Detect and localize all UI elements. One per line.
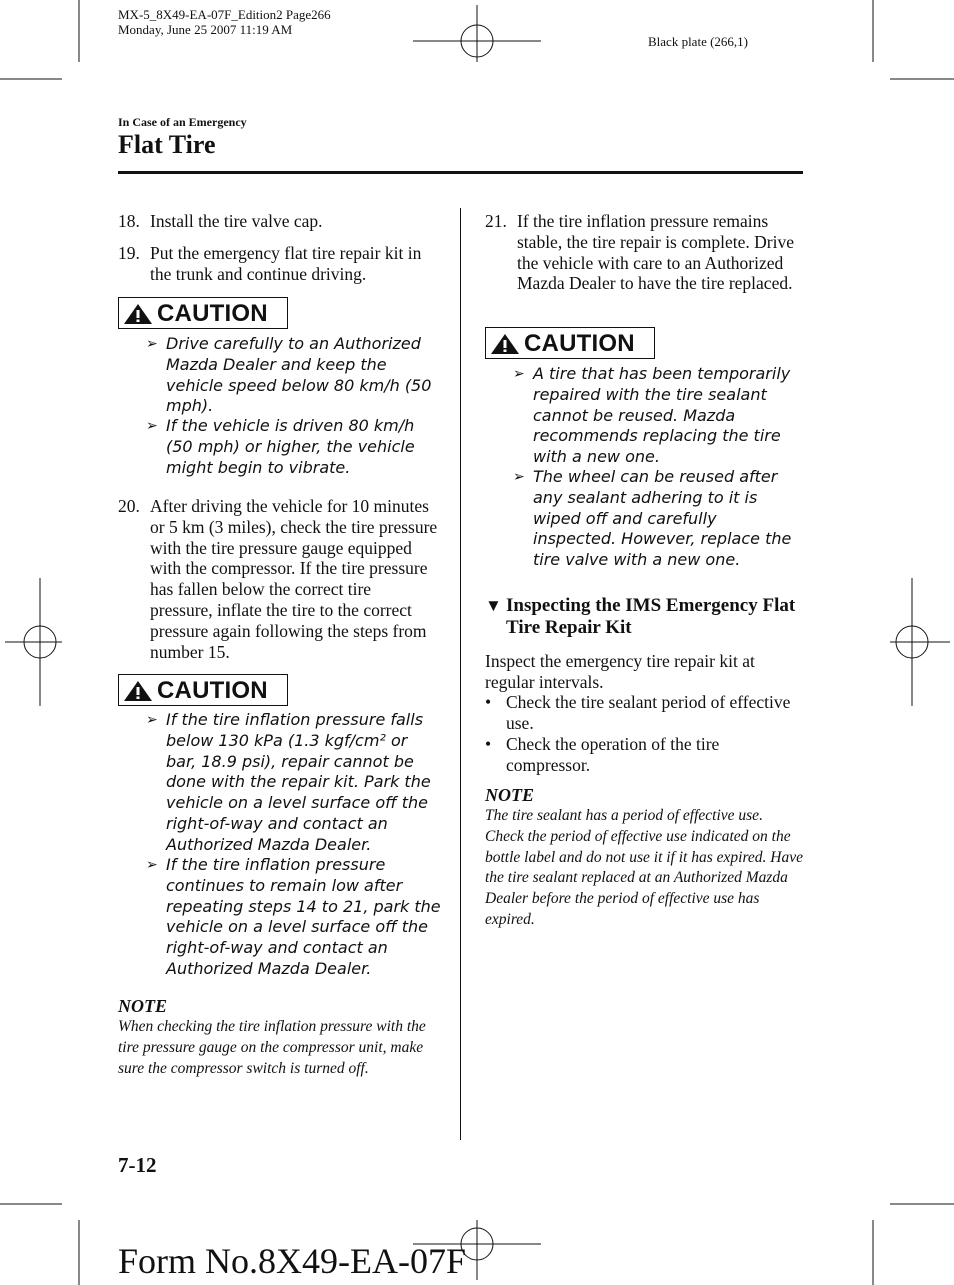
list-item xyxy=(485,692,803,734)
page-number: 7-12 xyxy=(118,1153,157,1177)
bullet-icon: • xyxy=(485,692,492,712)
file-info-line2: Monday, June 25 2007 11:19 AM xyxy=(118,22,293,37)
arrow-bullet-icon: ➢ xyxy=(146,712,158,728)
step-21 xyxy=(485,211,803,294)
step-20 xyxy=(118,496,438,662)
caution-bullet xyxy=(146,416,441,478)
note-heading: NOTE xyxy=(485,785,534,805)
step-text: If the tire inflation pressure remains stable, the tire repair is complete. Drive the vehicle with care to an Authorized Mazda Dealer to have the tire replaced. xyxy=(517,211,794,294)
list-item-text: Check the operation of the tire compressor. xyxy=(506,734,720,775)
caution-bullet xyxy=(146,855,441,980)
subsection-title: Inspecting the IMS Emergency Flat Tire Repair Kit xyxy=(506,595,796,638)
triangle-marker-icon: ▼ xyxy=(485,596,502,615)
step-18 xyxy=(118,211,438,232)
file-info-line1: MX-5_8X49-EA-07F_Edition2 Page266 xyxy=(118,7,331,22)
subsection-heading xyxy=(485,595,803,639)
arrow-bullet-icon: ➢ xyxy=(146,857,158,873)
caution-text: Drive carefully to an Authorized Mazda Dealer and keep the vehicle speed below 80 km/h (50 mph). xyxy=(166,334,432,416)
arrow-bullet-icon: ➢ xyxy=(513,366,525,382)
caution-text: The wheel can be reused after any sealant adhering to it is wiped off and carefully inspected. However, replace the tire valve with a new one. xyxy=(533,467,792,570)
title-rule xyxy=(118,171,803,174)
warning-triangle-icon xyxy=(490,333,520,355)
step-text: Put the emergency flat tire repair kit in the trunk and continue driving. xyxy=(150,243,422,284)
caution-text: A tire that has been temporarily repaired with the tire sealant cannot be reused. Mazda recommends replacing the tire with a new one. xyxy=(533,364,791,467)
crosshair-icon xyxy=(5,578,62,706)
arrow-bullet-icon: ➢ xyxy=(513,469,525,485)
plate-info: Black plate (266,1) xyxy=(648,34,748,49)
caution-bullet xyxy=(146,334,441,417)
note-text: When checking the tire inflation pressure with the tire pressure gauge on the compressor unit, make sure the compressor switch is turned off. xyxy=(118,1018,426,1077)
note-text: The tire sealant has a period of effective use. Check the period of effective use indicated on the bottle label and do not use it if it has expired. Have the tire sealant replaced at an Authorized Mazda Dealer before the period of effective use has expired. xyxy=(485,807,803,928)
intro-text: Inspect the emergency tire repair kit at regular intervals. xyxy=(485,651,755,692)
step-text: Install the tire valve cap. xyxy=(150,211,323,231)
step-number: 20. xyxy=(118,496,140,516)
step-text: After driving the vehicle for 10 minutes or 5 km (3 miles), check the tire pressure with the tire pressure gauge equipped with the compressor. If the tire pressure has fallen below the correct tire pressure, inflate the tire to the correct pressure again following the steps from number 15. xyxy=(150,496,438,662)
caution-bullet xyxy=(146,710,441,856)
crosshair-icon xyxy=(413,5,541,62)
caution-label: CAUTION xyxy=(524,330,635,357)
caution-label: CAUTION xyxy=(157,300,268,327)
bullet-icon: • xyxy=(485,734,492,754)
caution-bullet xyxy=(513,364,803,468)
list-item xyxy=(485,734,803,776)
list-item-text: Check the tire sealant period of effective use. xyxy=(506,692,791,733)
arrow-bullet-icon: ➢ xyxy=(146,418,158,434)
caution-text: If the vehicle is driven 80 km/h (50 mph) or higher, the vehicle might begin to vibrate. xyxy=(166,416,415,477)
caution-label: CAUTION xyxy=(157,677,268,704)
caution-box xyxy=(485,327,655,359)
caution-bullet xyxy=(513,467,803,571)
note-heading: NOTE xyxy=(118,996,167,1016)
step-number: 18. xyxy=(118,211,140,231)
crosshair-icon xyxy=(890,578,950,706)
form-number: Form No.8X49-EA-07F xyxy=(118,1241,466,1281)
arrow-bullet-icon: ➢ xyxy=(146,336,158,352)
section-label: In Case of an Emergency xyxy=(118,115,247,129)
warning-triangle-icon xyxy=(123,303,153,325)
warning-triangle-icon xyxy=(123,680,153,702)
step-19 xyxy=(118,243,438,285)
caution-text: If the tire inflation pressure continues to remain low after repeating steps 14 to 21, park the vehicle on a level surface off the right-of-way and contact an Authorized Mazda Dealer. xyxy=(166,855,441,978)
caution-text: If the tire inflation pressure falls below 130 kPa (1.3 kgf/cm² or bar, 18.9 psi), repair cannot be done with the repair kit. Park the vehicle on a level surface off the right-of-way and contact an Authorized Mazda Dealer. xyxy=(166,710,431,854)
step-number: 19. xyxy=(118,243,140,263)
page-title: Flat Tire xyxy=(118,130,216,159)
step-number: 21. xyxy=(485,211,507,231)
column-divider xyxy=(460,208,461,1140)
caution-box xyxy=(118,674,288,706)
caution-box xyxy=(118,297,288,329)
